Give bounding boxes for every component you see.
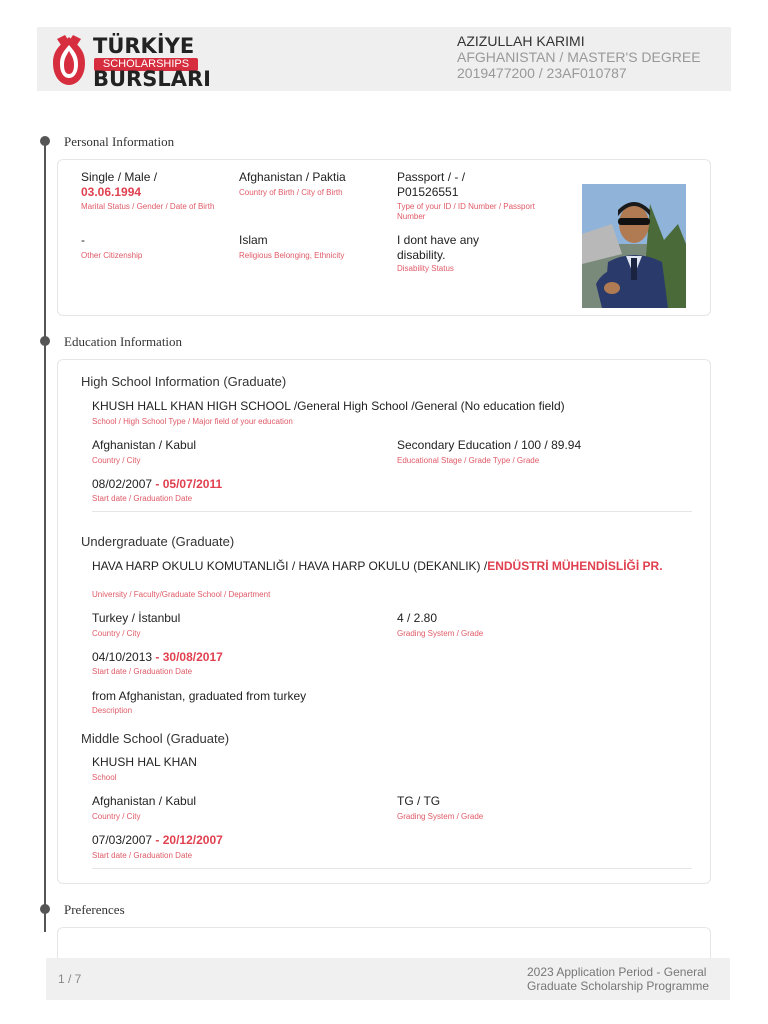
applicant-ids: 2019477200 / 23AF010787 [457,65,627,81]
timeline-dot-preferences [40,904,50,914]
timeline-line [44,140,46,932]
page-header [37,27,731,91]
high-school-grade-label: Educational Stage / Grade Type / Grade [397,456,540,465]
other-citizenship-label: Other Citizenship [81,251,143,260]
undergraduate-description-label: Description [92,706,133,715]
high-school-value: KHUSH HALL KHAN HIGH SCHOOL /General High School /General (No education field) [92,399,565,413]
undergraduate-dash: - [155,650,160,664]
applicant-photo [582,184,686,308]
id-value [397,170,537,200]
undergraduate-grad-date: 30/08/2017 [162,650,223,664]
preferences-section-title: Preferences [64,902,125,917]
logo-line-1: TÜRKİYE [93,34,195,58]
undergraduate-grade-label: Grading System / Grade [397,629,484,638]
high-school-location-value: Afghanistan / Kabul [92,438,197,452]
birth-place-value: Afghanistan / Paktia [239,170,346,184]
middle-school-dates-label: Start date / Graduation Date [92,851,193,860]
personal-info-card [57,159,711,316]
marital-gender-text: Single / Male / [81,170,158,184]
middle-school-label: School [92,773,117,782]
religion-label: Religious Belonging, Ethnicity [239,251,345,260]
id-number-text: P01526551 [397,185,459,199]
section-divider [92,868,692,869]
high-school-heading: High School Information (Graduate) [81,374,287,389]
undergraduate-university-label: University / Faculty/Graduate School / Department [92,590,271,599]
undergraduate-description-value: from Afghanistan, graduated from turkey [92,689,307,703]
applicant-name: AZIZULLAH KARIMI [457,33,585,49]
id-label: Type of your ID / ID Number / Passport Number [397,202,535,221]
middle-school-dash: - [155,833,160,847]
section-divider [92,511,692,512]
personal-section-title: Personal Information [64,134,175,149]
education-section-title: Education Information [64,334,183,349]
timeline-dot-personal [40,136,50,146]
undergraduate-dates-label: Start date / Graduation Date [92,667,193,676]
high-school-grad-date: 05/07/2011 [162,477,223,491]
high-school-label: School / High School Type / Major field of your education [92,417,293,426]
id-type-text: Passport / - / [397,170,466,184]
middle-school-heading: Middle School (Graduate) [81,731,230,746]
education-info-card [57,359,711,884]
middle-school-grade-value: TG / TG [397,794,441,808]
undergraduate-university-value [92,559,682,574]
department-text: ENDÜSTRİ MÜHENDİSLİĞİ PR. [487,559,663,573]
undergraduate-start-date: 04/10/2013 [92,650,153,664]
logo-band: SCHOLARSHIPS [94,58,198,71]
application-period: 2023 Application Period - General Graduate Scholarship Programme [527,965,710,993]
undergraduate-grade-value: 4 / 2.80 [397,611,438,625]
middle-school-grade-label: Grading System / Grade [397,812,484,821]
applicant-portrait-icon [582,184,686,308]
other-citizenship-value: - [81,233,85,247]
high-school-location-label: Country / City [92,456,141,465]
marital-gender-value [81,170,221,200]
religion-value: Islam [239,233,268,247]
undergraduate-location-value: Turkey / İstanbul [92,611,181,625]
disability-label: Disability Status [397,264,454,273]
middle-school-value: KHUSH HAL KHAN [92,755,197,769]
timeline-dot-education [40,336,50,346]
undergraduate-heading: Undergraduate (Graduate) [81,534,235,549]
logo-line-2: BURSLARI [93,67,211,91]
middle-school-grad-date: 20/12/2007 [162,833,223,847]
high-school-dates-value [92,477,222,492]
high-school-dates-label: Start date / Graduation Date [92,494,193,503]
marital-gender-label: Marital Status / Gender / Date of Birth [81,202,215,211]
middle-school-location-label: Country / City [92,812,141,821]
undergraduate-dates-value [92,650,223,665]
middle-school-dates-value [92,833,223,848]
birth-date-value: 03.06.1994 [81,185,142,199]
undergraduate-location-label: Country / City [92,629,141,638]
tulip-logo-icon [47,31,91,87]
page-number: 1 / 7 [58,972,82,986]
high-school-grade-value: Secondary Education / 100 / 89.94 [397,438,582,452]
university-faculty-text: HAVA HARP OKULU KOMUTANLIĞI / HAVA HARP OKULU (DEKANLIK) / [92,559,488,573]
disability-value: I dont have any disability. [397,233,480,262]
applicant-country-degree: AFGHANISTAN / MASTER'S DEGREE [457,49,701,65]
middle-school-start-date: 07/03/2007 [92,833,153,847]
high-school-dash: - [155,477,160,491]
page-footer [46,958,730,1000]
birth-place-label: Country of Birth / City of Birth [239,188,343,197]
turkiye-burslari-logo [47,31,211,91]
middle-school-location-value: Afghanistan / Kabul [92,794,197,808]
high-school-start-date: 08/02/2007 [92,477,153,491]
